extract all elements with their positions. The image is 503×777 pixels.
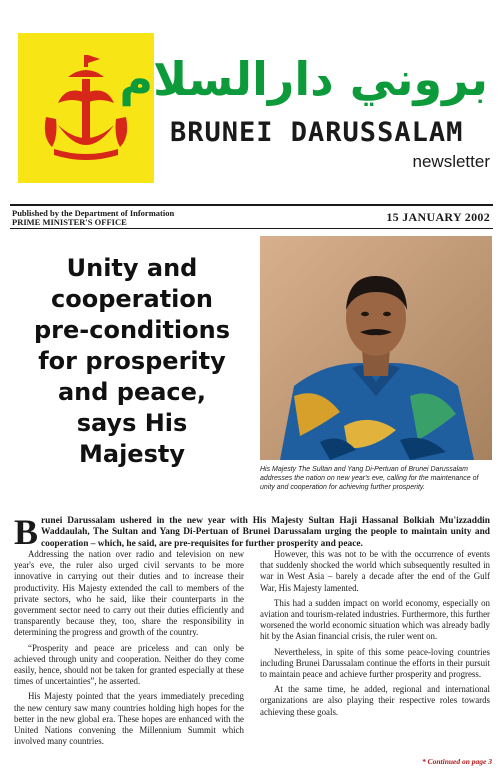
headline-line: for prosperity xyxy=(38,347,226,375)
publisher-line: Published by the Department of Information xyxy=(12,208,175,218)
continued-link[interactable]: * Continued on page 3 xyxy=(421,757,492,766)
newsletter-label: newsletter xyxy=(412,152,490,171)
headline-line: pre-conditions xyxy=(33,316,231,344)
right-column xyxy=(260,549,490,718)
issue-date: 15 JANUARY 2002 xyxy=(386,210,490,224)
top-rule xyxy=(10,204,493,206)
headline-line: Unity and xyxy=(66,254,198,282)
body-paragraph: At the same time, he added, regional and international organizations are also playing their respective roles towards achieving these goals. xyxy=(260,684,490,717)
lead-text: runei Darussalam ushered in the new year with His Majesty Sultan Haji Hassanal Bolkiah Mu'izzaddin Waddaulah, The Sultan and Yang Di-Pertuan of Brunei Darussalam urging the people to maintain unity and cooperation – which, he said, are pre-requisites for further prosperity and peace. xyxy=(41,516,490,549)
headline-line: and peace, xyxy=(57,378,207,406)
body-paragraph: Nevertheless, in spite of this some peace-loving countries including Brunei Darussalam continue the efforts in their pursuit to maintain peace and achieve further prosperity and progress. xyxy=(260,646,490,680)
sultan-photo xyxy=(260,236,492,460)
headline-line: Majesty xyxy=(79,440,185,468)
publisher-office: PRIME MINISTER'S OFFICE xyxy=(12,217,127,227)
lead-paragraph xyxy=(14,512,490,552)
headline-line: says His xyxy=(76,409,188,437)
portrait-illustration xyxy=(260,236,492,460)
bottom-rule xyxy=(10,228,493,229)
body-paragraph: Addressing the nation over radio and television on new year's eve, the ruler also urged civil servants to be more innovative in carrying out their duties and to increase their productivity. His Majesty extended the call to members of the private sectors, who he said, like their counterparts in the government sector need to carry out their duties efficiently and transparently because they, too, share the responsibility in determining the progress and growth of the country. xyxy=(14,549,244,638)
masthead-title: BRUNEI DARUSSALAM xyxy=(170,117,464,148)
body-paragraph: His Majesty pointed that the years immediately preceding the new century saw many countries holding high hopes for the better in the new global era. These hopes are enhanced with the United Nations convening the Millennium Summit which involved many countries. xyxy=(14,691,244,747)
body-paragraph: However, this was not to be with the occurrence of events that suddenly shocked the world which subsequently resulted in war in West Asia – barely a decade after the end of the Gulf War, His Majesty lamented. xyxy=(260,549,490,593)
headline xyxy=(16,253,248,470)
body-paragraph: This had a sudden impact on world economy, especially on aviation and tourism-related industries. Furthermore, this further worsened the world economic situation which was already badly hit by the Asian financial crisis, the ruler went on. xyxy=(260,597,490,642)
drop-cap: B xyxy=(14,512,39,552)
body-paragraph: “Prosperity and peace are priceless and can only be achieved through unity and cooperation. Neither do they come easily, hence, should not be taken for granted especially at these times of uncertainties”, he asserted. xyxy=(14,642,244,687)
left-column xyxy=(14,549,244,747)
arabic-title: بروني دارالسلام xyxy=(119,52,488,106)
headline-line: cooperation xyxy=(51,285,213,313)
photo-caption: His Majesty The Sultan and Yang Di-Pertuan of Brunei Darussalam addresses the nation on new year's eve, calling for the maintenance of unity and cooperation for achieving further prosperity. xyxy=(260,466,479,491)
